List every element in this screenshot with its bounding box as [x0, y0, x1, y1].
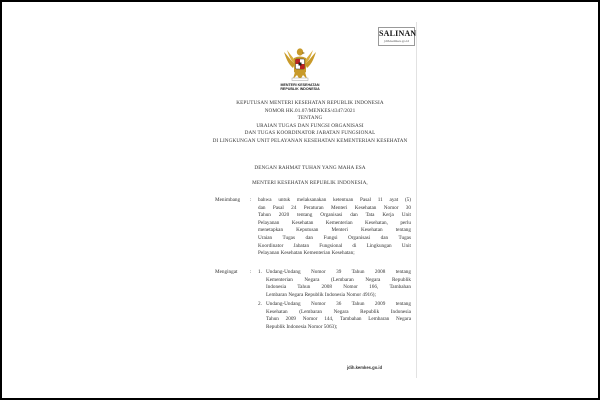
mengingat-line: Undang-Undang Nomor 39 Tahun 2008 tentang: [266, 269, 411, 275]
menimbang-line: dan Pasal 24 Peraturan Menteri Kesehatan Nomor 30: [258, 204, 411, 211]
decree-subject-line1: URAIAN TUGAS DAN FUNGSI ORGANISASI: [256, 122, 364, 129]
issuer-line: [200, 180, 420, 188]
menimbang-line: Uraian Tugas dan Fungsi Organisasi dan Tugas: [258, 234, 411, 241]
menimbang-line: Koordinator Jabatan Fungsional di Lingkungan Unit: [258, 242, 411, 249]
decree-subject-line2: DAN TUGAS KOORDINATOR JABATAN FUNGSIONAL: [244, 130, 376, 137]
page-edge-divider: [416, 22, 417, 378]
menimbang-line: bahwa untuk melaksanakan ketentuan Pasal 11 ayat (5): [258, 197, 411, 203]
menimbang-line: Pelayanan Kesehatan Kementerian Kesehatan, perlu: [258, 219, 411, 226]
salinan-url: jdih.kemkes.go.id: [384, 39, 409, 43]
blessing-line: [200, 165, 420, 173]
garuda-emblem-icon: [280, 44, 320, 84]
decree-about: TENTANG: [297, 115, 323, 122]
mengingat-item-2: [266, 301, 411, 331]
mengingat-line: Kesehatan (Lembaran Negara Republik Indonesia: [266, 308, 411, 315]
emblem-caption-line1: MENTERI KESEHATAN: [280, 83, 320, 87]
menimbang-colon: :: [250, 197, 252, 203]
mengingat-item-1: [266, 269, 411, 299]
mengingat-item-number: 1.: [258, 269, 262, 275]
mengingat-line: Kementerian Negara (Lembaran Negara Republik: [266, 276, 411, 283]
decree-number: NOMOR HK.01.07/MENKES/4347/2021: [264, 107, 356, 114]
decree-title: [200, 100, 420, 146]
mengingat-line: Indonesia Tahun 2008 Nomor 166, Tambahan: [266, 284, 411, 291]
salinan-title: SALINAN: [379, 29, 417, 38]
decree-subject-line3: DI LINGKUNGAN UNIT PELAYANAN KESEHATAN KEMENTERIAN KESEHATAN: [212, 137, 408, 144]
menimbang-line: Pelayanan Kesehatan Kementerian Kesehatan;: [258, 250, 355, 257]
menimbang-line: Tahun 2020 tentang Organisasi dan Tata Kerja Unit: [258, 212, 411, 219]
footer-url: jdih.kemkes.go.id: [347, 365, 383, 370]
salinan-stamp: [378, 27, 415, 46]
mengingat-line: Lembaran Negara Republik Indonesia Nomor 4916);: [266, 291, 376, 298]
mengingat-colon: :: [250, 269, 252, 275]
menimbang-paragraph: [258, 197, 411, 258]
mengingat-line: Undang-Undang Nomor 36 Tahun 2009 tentang: [266, 301, 411, 307]
emblem-caption: [270, 83, 330, 91]
menimbang-line: menetapkan Keputusan Menteri Kesehatan tentang: [258, 227, 411, 234]
mengingat-line: Republik Indonesia Nomor 5063);: [266, 323, 338, 330]
emblem-caption-line2: REPUBLIK INDONESIA: [280, 87, 320, 92]
decree-title-line1: KEPUTUSAN MENTERI KESEHATAN REPUBLIK INDONESIA: [236, 100, 384, 106]
mengingat-item-number: 2.: [258, 301, 262, 307]
blessing-text: DENGAN RAHMAT TUHAN YANG MAHA ESA: [254, 165, 366, 171]
issuer-text: MENTERI KESEHATAN REPUBLIK INDONESIA,: [252, 180, 368, 186]
menimbang-label: Menimbang: [215, 197, 241, 203]
mengingat-label: Mengingat: [215, 269, 238, 275]
mengingat-line: Tahun 2009 Nomor 144, Tambahan Lembaran Negara: [266, 316, 411, 323]
